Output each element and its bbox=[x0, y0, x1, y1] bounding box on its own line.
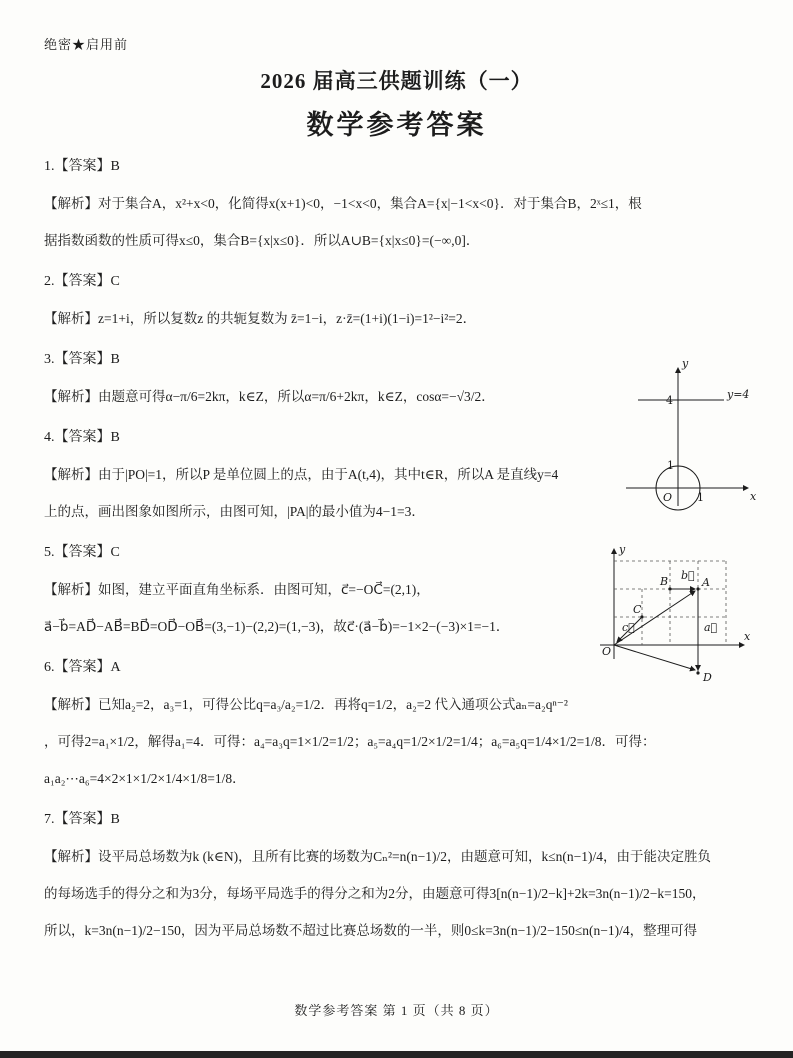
point-A bbox=[696, 587, 699, 590]
answer-line: 6.【答案】A bbox=[44, 660, 121, 675]
answer-line: 3.【答案】B bbox=[44, 352, 120, 367]
unit-circle-figure bbox=[608, 356, 758, 522]
solution-line: 上的点，画出图象如图所示，由图可知，|PA|的最小值为4−1=3． bbox=[44, 504, 425, 519]
point-D bbox=[696, 671, 699, 674]
answer-line: 4.【答案】B bbox=[44, 430, 120, 445]
y-axis-label: y bbox=[682, 357, 689, 370]
y-axis-label: y bbox=[619, 543, 626, 556]
page-footer: 数学参考答案 第 1 页（共 8 页） bbox=[294, 1003, 499, 1018]
problem-7 bbox=[44, 801, 749, 949]
point-D-label: D bbox=[703, 671, 712, 684]
scan-edge-artifact bbox=[0, 1051, 793, 1058]
solution-line: 【解析】由题意可得α−π/6=2kπ，k∈Z，所以α=π/6+2kπ，k∈Z，cosα=−√3/2． bbox=[44, 389, 495, 404]
point-A-label: A bbox=[702, 576, 710, 589]
vector-a-label: a⃗ bbox=[704, 621, 718, 634]
solution-line: ，可得2=a₁×1/2，解得a₁=4．可得：a₄=a₃q=1×1/2=1/2；a₅=a₄q=1/2×1/2=1/4；a₆=a₅q=1/4×1/2=1/8．可得： bbox=[44, 734, 656, 749]
solution-line: 【解析】设平局总场数为k (k∈N)，且所有比赛的场数为Cₙ²=n(n−1)/2，由题意可知，k≤n(n−1)/4，由于能决定胜负 bbox=[44, 849, 711, 864]
solution-line: 的每场选手的得分之和为3分，每场平局选手的得分之和为2分，由题意可得3[n(n−1)/2−k]+2k=3n(n−1)/2−k=150， bbox=[44, 886, 706, 901]
solution-line: 【解析】如图，建立平面直角坐标系．由图可知，c⃗=−OC⃗=(2,1)， bbox=[44, 582, 430, 597]
solution-line: 据指数函数的性质可得x≤0，集合B={x|x≤0}．所以A∪B={x|x≤0}=(−∞,0]． bbox=[44, 233, 480, 248]
line-label: y=4 bbox=[727, 388, 750, 401]
point-B bbox=[668, 587, 671, 590]
answer-line: 7.【答案】B bbox=[44, 812, 120, 827]
solution-line: 【解析】由于|PO|=1，所以P 是单位圆上的点，由于A(t,4)，其中t∈R，所以A 是直线y=4 bbox=[44, 467, 559, 482]
solution-line: 【解析】已知a₂=2，a₃=1，可得公比q=a₃/a₂=1/2．再将q=1/2，a₂=2 代入通项公式aₙ=a₂qⁿ⁻² bbox=[44, 697, 568, 712]
solution-line: 所以，k=3n(n−1)/2−150，因为平局总场数不超过比赛总场数的一半，则0≤k=3n(n−1)/2−150≤n(n−1)/4，整理可得 bbox=[44, 923, 698, 938]
x-axis-label: x bbox=[744, 630, 751, 643]
answer-line: 5.【答案】C bbox=[44, 545, 120, 560]
problem-2 bbox=[44, 263, 749, 337]
page-title: 数学参考答案 bbox=[306, 110, 487, 140]
vector-c-label: c⃗ bbox=[622, 621, 635, 634]
x-axis-label: x bbox=[750, 490, 757, 503]
vector-b-label: b⃗ bbox=[681, 569, 695, 582]
problem-1 bbox=[44, 148, 749, 259]
tick-4-label: 4 bbox=[666, 394, 673, 407]
solution-line: a₁a₂⋯a₆=4×2×1×1/2×1/4×1/8=1/8． bbox=[44, 771, 246, 786]
point-B-label: B bbox=[660, 575, 669, 588]
tick-1-y-label: 1 bbox=[667, 459, 674, 472]
answer-line: 2.【答案】C bbox=[44, 274, 120, 289]
origin-label: O bbox=[663, 491, 673, 504]
vector-figure bbox=[586, 541, 754, 685]
exam-title: 2026 届高三供题训练（一） bbox=[260, 69, 533, 93]
point-C-label: C bbox=[633, 603, 642, 616]
solution-line: 【解析】z=1+i，所以复数z 的共轭复数为 z̄=1−i，z·z̄=(1+i)(1−i)=1²−i²=2． bbox=[44, 311, 477, 326]
answer-line: 1.【答案】B bbox=[44, 159, 120, 174]
tick-1-x-label: 1 bbox=[697, 491, 704, 504]
figure-background bbox=[608, 356, 758, 522]
solution-line: a⃗−b⃗=AD⃗−AB⃗=BD⃗=OD⃗−OB⃗=(3,−1)−(2,2)=(1,−3)，故c⃗·(a⃗−b⃗)=−1×2−(−3)×1=−1． bbox=[44, 619, 510, 634]
origin-label: O bbox=[602, 645, 612, 658]
solution-line: 【解析】对于集合A，x²+x<0，化简得x(x+1)<0，−1<x<0，集合A={x|−1<x<0}．对于集合B，2ˣ≤1，根 bbox=[44, 196, 642, 211]
classification-label: 绝密★启用前 bbox=[44, 37, 129, 52]
